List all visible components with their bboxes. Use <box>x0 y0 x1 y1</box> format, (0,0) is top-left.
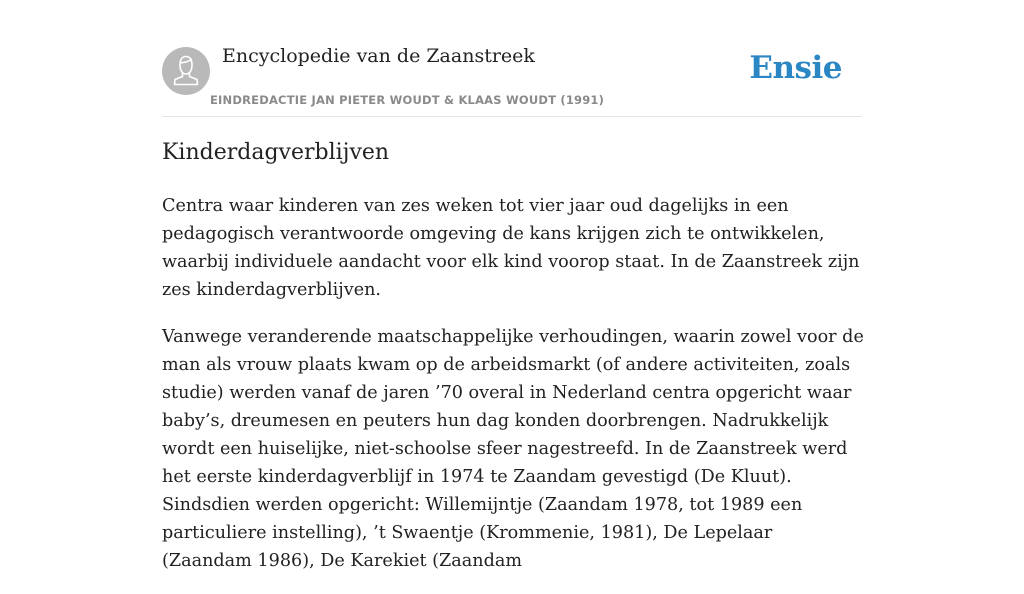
article-paragraph: Centra waar kinderen van zes weken tot vier jaar oud dagelijks in een pedagogisch verantwoorde omgeving de kans krijgen zich te ontwikkelen, waarbij individuele aandacht voor elk kind voorop staat. In de Zaanstreek zijn zes kinderdagverblijven. <box>162 196 860 300</box>
article-container <box>162 0 864 571</box>
article-title: Kinderdagverblijven <box>162 140 390 165</box>
ensie-logo[interactable]: Ensie <box>749 50 842 86</box>
article-body <box>162 192 864 594</box>
source-title[interactable]: Encyclopedie van de Zaanstreek <box>222 45 535 67</box>
user-icon <box>162 47 210 95</box>
avatar[interactable] <box>162 47 210 95</box>
article-paragraph: Vanwege veranderende maatschappelijke verhoudingen, waarin zowel voor de man als vrouw plaats kwam op de arbeidsmarkt (of andere activiteiten, zoals studie) werden vanaf de jaren ’70 overal in Nederland centra opgericht waar baby’s, dreumesen en peuters hun dag konden doorbrengen. Nadrukkelijk wordt een huiselijke, niet-schoolse sfeer nagestreefd. In de Zaanstreek werd het eerste kinderdagverblijf in 1974 te Zaandam gevestigd (De Kluut). Sindsdien werden opgericht: Willemijntje (Zaandam 1978, tot 1989 een particuliere instelling), ’t Swaentje (Krommenie, 1981), De Lepelaar (Zaandam 1986), De Karekiet (Zaandam <box>162 327 864 571</box>
source-header <box>162 0 862 117</box>
source-subtitle: EINDREDACTIE JAN PIETER WOUDT & KLAAS WOUDT (1991) <box>210 93 605 107</box>
